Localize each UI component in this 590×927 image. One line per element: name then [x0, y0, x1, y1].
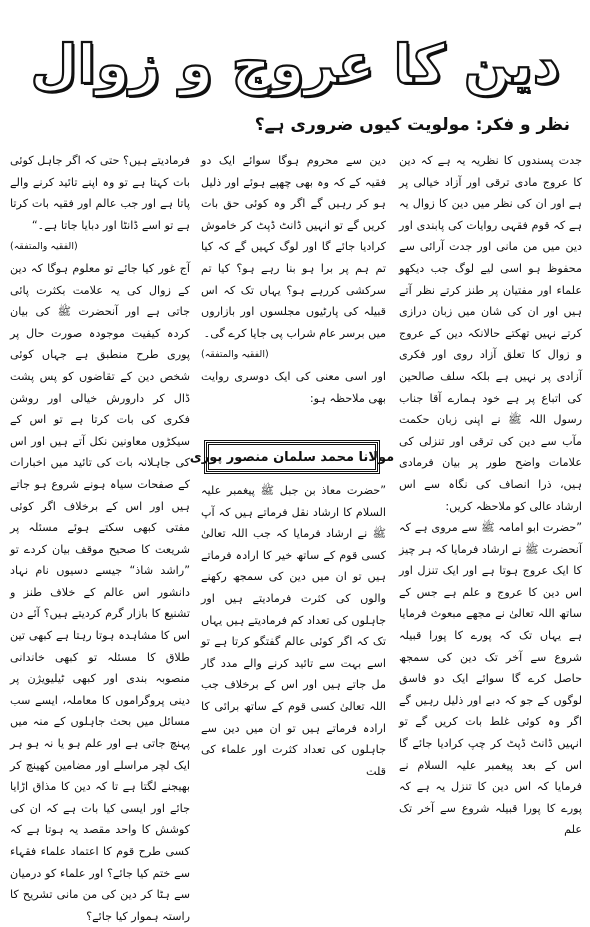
article-subheading: نظر و فکر: مولویت کیوں ضروری ہے؟	[254, 115, 570, 135]
paragraph: اور اسی معنی کی ایک دوسری روایت بھی ملاحظہ ہو:	[201, 369, 386, 405]
masthead	[18, 22, 573, 108]
column-middle-bottom	[201, 480, 386, 790]
paragraph: جدت پسندوں کا نظریہ یہ ہے کہ دین کا عروج مادی ترقی اور آزاد خیالی پر ہے اور ان کی نظر میں دین کا زوال یہ ہے کہ قوم فقہی روایات کی پابندی اور دین میں من مانی اور جدت آرائی سے محفوظ ہو اسی لیے لوگ جب دیکھو علماء اور مفتیان پر طنز کرتے نظر آتے ہیں اور ان کی شان میں زبان درازی کرتے نہیں تھکتے حالانکہ دین کے عروج و زوال کا تعلق آزاد روی اور فکری آزادی پر نہیں ہے بلکہ سلف صالحین کی اتباع پر ہے خود ہمارے آقا جناب رسول اللہ ﷺ نے اپنی زبان حکمت مآب سے دین کی ترقی اور تنزلی کی علامات واضح طور پر بیان فرمادی ہیں، ذرا انصاف کی نگاہ سے اس ارشاد عالی کو ملاحظہ کریں:	[399, 154, 582, 513]
paragraph: فرمادیتے ہیں؟ حتی کہ اگر جاہل کوئی بات کہتا ہے تو وہ اپنے تائید کرنے والے پاتا ہے اور جب عالم اور فقیہ بات کرتا ہے تو اسے ڈانٹا اور دبایا جاتا ہے۔“	[10, 154, 190, 232]
paragraph: آج غور کیا جائے تو معلوم ہوگا کہ دین کے زوال کی یہ علامت بکثرت پائی جاتی ہے اور آنحضرت ﷺ کی بیان کردہ کیفیت موجودہ صورت حال پر پوری طرح منطبق ہے جہاں کوئی شخص دین کے تقاضوں کو پس پشت ڈال کر دارورش خیالی اور روشن فکری کی بات کرتا ہے تو اس کے سیکڑوں معاونین نکل آتے ہیں اور اس کی جاہلانہ بات کی تائید میں اخبارات کے صفحات سیاہ ہونے شروع ہو جاتے ہیں اور اس کے برخلاف اگر کوئی مفتی کبھی سکتے ہوئے مسئلہ پر شریعت کا صحیح موقف بیان کردے تو ”راشد شاذ“ جیسے دسیوں نام نہاد دانشور اس عالم کے خلاف طنز و تشنیع کا بازار گرم کردیتے ہیں؟ آئے دن اس کا مشاہدہ ہوتا رہتا ہے کبھی تین طلاق کا مسئلہ تو کبھی خاندانی منصوبہ بندی اور کبھی ٹیلیویژن پر دینی پروگراموں کا معاملہ، ایسے سب مسائل میں بحث جاہلوں کے منہ میں پہنچ جاتی ہے اور علم ہو یا نہ ہو ہر ایک لچر مراسلے اور مضامین کھینچ کر بھیجنے لگتا ہے تا کہ دین کا مذاق اڑایا جائے اور ایسی کیا بات ہے کہ ان کی کوشش کا واحد مقصد یہ ہوتا ہے کہ کسی طرح قوم کا اعتماد علماء فقہاء سے ختم کیا جائے؟ اور علماء کو درمیان سے ہٹا کر دین کی من مانی تشریح کا راستہ ہموار کیا جائے؟	[10, 261, 190, 923]
column-right	[399, 150, 582, 837]
citation: (الفقیہ والمتفقہ)	[10, 241, 78, 253]
masthead-title: دین کا عروج و زوال	[30, 33, 561, 96]
author-name: مولانا محمد سلمان منصور پوری	[208, 444, 376, 470]
paragraph: دین سے محروم ہوگا سوائے ایک دو فقیہ کے کہ وہ بھی چھپے ہوئے اور ذلیل ہو کر رہیں گے اگر وہ کوئی حق بات کریں گے تو انہیں ڈانٹ ڈپٹ کر خاموش کرادیا جائے گا اور لوگ کہیں گے کہ کیا تم ہم پر برا ہو بنا رہے ہو؟ کیا تم سرکشی کررہے ہو؟ یہاں تک کہ اس قبیلہ کی پارٹیوں مجلسوں اور بازاروں میں برسر عام شراب پی جایا کرے گی۔	[201, 154, 386, 340]
author-box	[189, 440, 395, 474]
citation: (الفقیہ والمتفقہ)	[201, 349, 269, 361]
column-left	[10, 150, 190, 923]
column-middle-top	[201, 150, 386, 405]
quote-paragraph: ”حضرت ابو امامہ ﷺ سے مروی ہے کہ آنحضرت ﷺ نے ارشاد فرمایا کہ ہر چیز کا ایک عروج ہوتا ہے اور ایک تنزل اور اس دین کا عروج و علم ہے جس کے ساتھ اللہ تعالیٰ نے مجھے مبعوث فرمایا ہے یہاں تک کہ پورے کا پورا قبیلہ شروع سے آخر تک دین کی سمجھ حاصل کرے گا سوائے ایک دو فاسق لوگوں کے جو کہ دبے اور ذلیل رہیں گے اگر وہ کوئی غلط بات کریں گے تو انہیں ڈانٹ ڈپٹ کر چپ کرادیا جائے گا اس کے بعد پیغمبر علیہ السلام نے فرمایا کہ اس دین کا تنزل یہ ہے کہ پورے کا پورا قبیلہ شروع سے آخر تک علم	[399, 521, 582, 837]
quote-paragraph: ”حضرت معاذ بن جبل ﷺ پیغمبر علیہ السلام کا ارشاد نقل فرماتے ہیں کہ آپ ﷺ نے ارشاد فرمایا کہ جب اللہ تعالیٰ کسی قوم کے ساتھ خیر کا ارادہ فرماتے ہیں تو ان میں دین کی سمجھ رکھنے والوں کی کثرت فرمادیتے ہیں اور جاہلوں کی تعداد کم فرمادیتے ہیں یہاں تک کہ اگر کوئی عالم گفتگو کرتا ہے تو اسے بہت سے تائید کرنے والے مدد گار مل جاتے ہیں اور اس کے برخلاف جب اللہ تعالیٰ کسی قوم کے ساتھ برائی کا ارادہ فرماتے ہیں تو ان میں دین سے جاہلوں کی تعداد کثرت اور علماء کی قلت	[201, 484, 386, 778]
